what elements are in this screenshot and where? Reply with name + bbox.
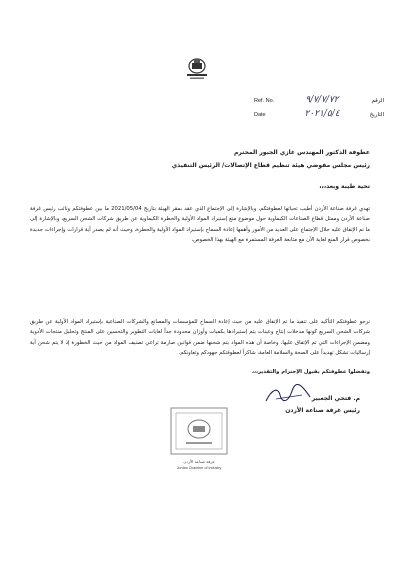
stamp-text-en: Jordan Chamber of Industry <box>176 466 222 470</box>
official-stamp <box>168 405 230 457</box>
addressee-name: عطوفة الدكتور المهندس غازي الجبور المحترم <box>234 149 370 156</box>
date-line <box>228 110 388 122</box>
date-label-ar: التاريخ <box>369 112 384 118</box>
stamp-text-ar: غرفة صناعة الأردن <box>183 459 215 464</box>
signatory-name: م. فتحي الجغبير <box>311 395 360 402</box>
reference-block <box>228 96 388 130</box>
date-value: ٢٠٢١/٥/٤ <box>304 109 340 119</box>
ref-number-line <box>228 96 388 108</box>
stamp-caption <box>160 459 238 471</box>
signatory-block <box>285 393 360 417</box>
body-paragraph-2: نرجو عطوفتكم التأكيد على تنفيذ ما تم الإتفاق عليه من حيث إعادة السماح للمؤسسات والمصانع والشركات الصناعية بإستيراد المواد الأولية عن طريق شركات الشحن السريع كونها مدخلات إنتاج وعينات يتم إستيرادها بكميات وأوزان محدودة جداً لغايات التطوير والتحسين على المنتج وتحليل منتجات الأدوية ومضمن الإجراءات التي تم الإتفاق عليها، وخاصة أن هذه المواد يتم شحنها ضمن قوانين صارمة تراعي تصنيف المواد من حيث الخطورة إذ لا يتم شحن أية إرساليات تشكل تهديداً على الصحة والسلامة العامة، شاكراً لعطوفتكم جهودكم وتعاونكم. <box>30 319 370 357</box>
ref-label-en: Ref. No. <box>254 98 275 104</box>
signatory-title: رئيس غرفة صناعة الأردن <box>285 407 360 414</box>
chamber-logo <box>183 56 211 82</box>
body-paragraph-1: تهدي غرفة صناعة الأردن أطيب تحياتها لعطوفتكم، وبالإشارة إلى الإجتماع الذي عقد بمقر الهيئة بتاريخ 2021/05/04 ما بين عطوفتكم ونائب رئيس غرفة صناعة الأردن وممثل قطاع الصناعات الكيماوية حول موضوع منع إستيراد المواد الأولية والخطرة الكيماوية عن طريق شركات الشحن السريع، وبالإشارة إلى ما تم الإتفاق عليه خلال الإجتماع على العديد من الأمور وأهمها إعادة السماح بإستيراد المواد الأولية والخطرة، وحيث أنه لم يصدر أية قرارات وإجراءات جديدة بخصوص قرار المنع لغاية الآن مع متابعة الغرفة المستمرة مع الهيئة بهذا الخصوص، <box>30 206 370 244</box>
greeting: تحية طيبة وبعد،،، <box>319 183 370 190</box>
closing-line: وتفضلوا عطوفتكم بقبول الإحترام والتقدير،،، <box>251 369 370 375</box>
ref-label-ar: الرقم <box>371 98 384 104</box>
addressee <box>30 146 370 172</box>
addressee-title: رئيس مجلس مفوضي هيئة تنظيم قطاع الإتصالات/ الرئيس التنفيذي <box>171 162 370 169</box>
ref-number-value: ٩/٧/٧/٧٢ <box>305 95 339 105</box>
date-label-en: Date <box>254 112 266 118</box>
